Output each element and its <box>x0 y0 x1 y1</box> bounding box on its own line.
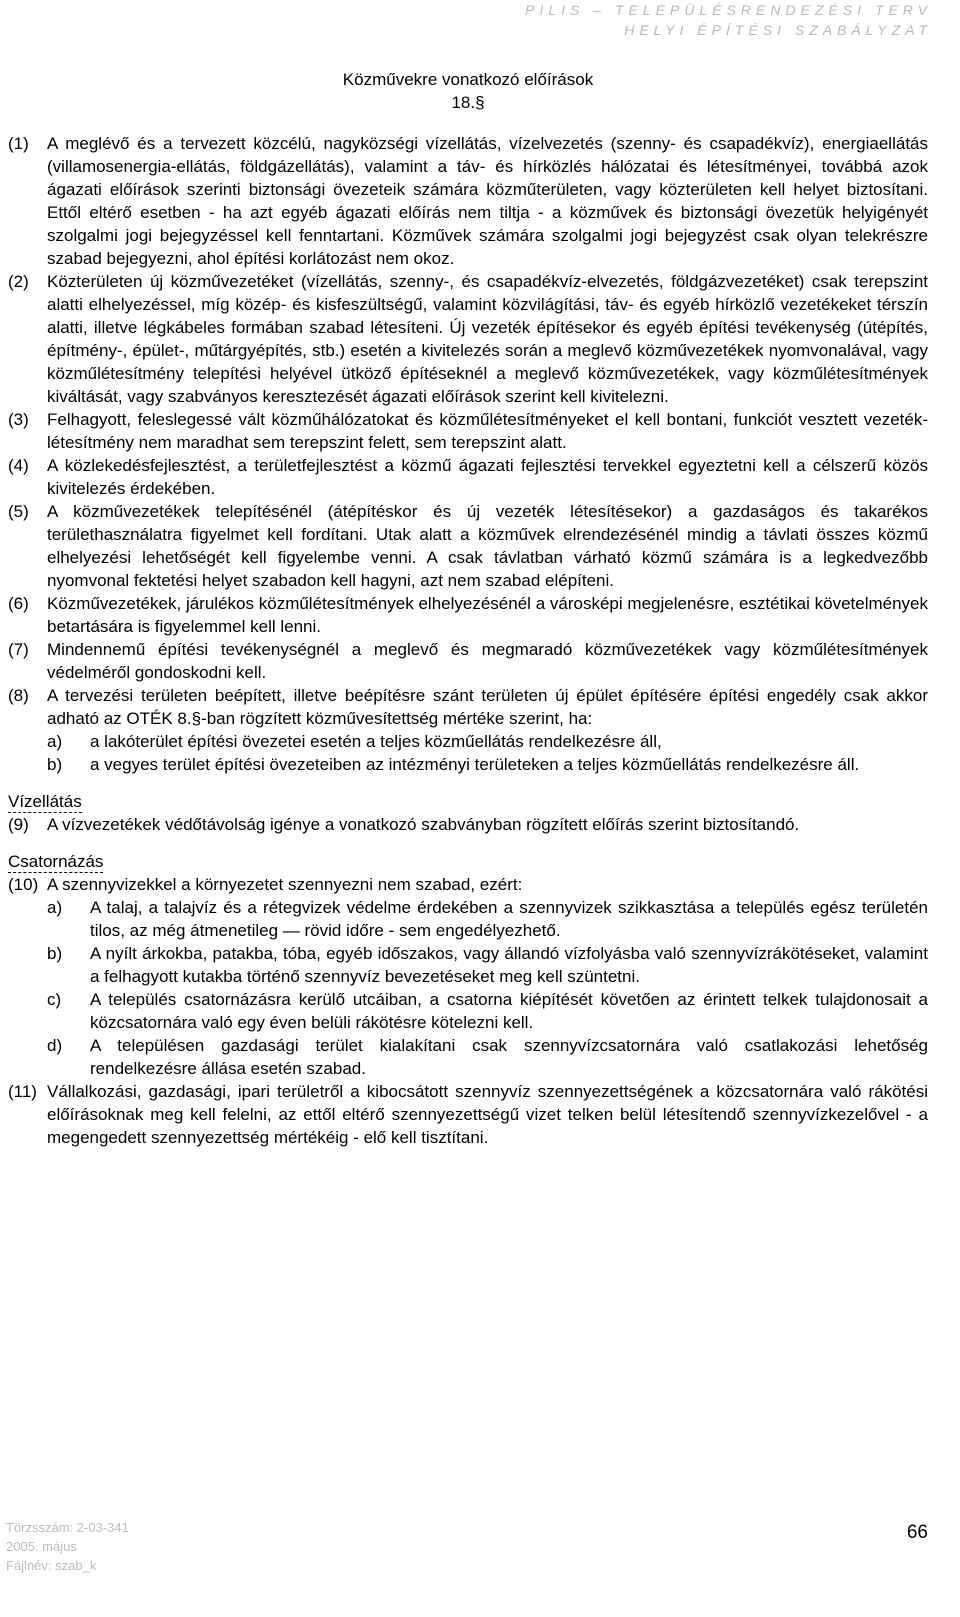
p10-item-list <box>8 896 928 1080</box>
list-item-label: a) <box>47 732 63 751</box>
page-number: 66 <box>906 1522 928 1543</box>
list-item-text: A település csatornázásra kerülő utcáiban, a csatorna kiépítését követően az érintett telkek tulajdonosait a közcsatornára való egy éven belüli rákötésre kötelezni kell. <box>90 990 928 1032</box>
paragraph-number: (3) <box>8 410 29 429</box>
paragraph <box>8 813 928 836</box>
paragraph <box>8 873 928 896</box>
paragraph-number: (1) <box>8 134 29 153</box>
vizellatas-paragraphs <box>8 813 928 836</box>
paragraph <box>8 638 928 684</box>
heading-vizellatas: Vízellátás <box>8 792 82 811</box>
paragraph-number: (9) <box>8 815 29 834</box>
paragraph <box>8 132 928 270</box>
list-item-label: c) <box>47 990 62 1009</box>
list-item <box>47 730 928 753</box>
heading-csatornazas: Csatornázás <box>8 852 104 871</box>
paragraph-number: (5) <box>8 502 29 521</box>
list-item <box>47 753 928 776</box>
paragraph-number: (10) <box>8 875 39 894</box>
footer-torzsszam: Törzsszám: 2-03-341 <box>6 1520 129 1535</box>
paragraph <box>8 408 928 454</box>
p8-item-list <box>8 730 928 776</box>
footer-fajlnev: Fájlnév: szab_k <box>6 1558 97 1573</box>
paragraph <box>8 454 928 500</box>
list-item-text: A nyílt árkokba, patakba, tóba, egyéb időszakos, vagy állandó vízfolyásba való szennyvízrákötéseket, valamint a felhagyott kutakba történő szennyvíz bevezetéseket meg kell szüntetni. <box>90 944 928 986</box>
list-item-text: A talaj, a talajvíz és a rétegvizek védelme érdekében a szennyvizek szikkasztása a település egész területén tilos, az még átmenetileg — rövid időre - sem engedélyezhető. <box>90 898 928 940</box>
document-header <box>525 0 932 40</box>
document-footer <box>6 1518 129 1575</box>
paragraph <box>8 592 928 638</box>
paragraph-text: A közművezetékek telepítésénél (átépítéskor és új vezeték létesítésekor) a gazdaságos és takarékos területhasználatra figyelmet kell fordítani. Utak alatt a közművek elrendezésénél mindig a távlati összes közmű elhelyezési lehetőségét kell figyelembe venni. A csak távlatban várható közmű számára is a legkedvezőbb nyomvonal fektetési helyet szabadon kell hagyni, azt nem szabad elépíteni. <box>47 502 928 590</box>
list-item <box>47 1034 928 1080</box>
list-item-label: b) <box>47 944 63 963</box>
section-title: Közművekre vonatkozó előírások <box>342 70 594 89</box>
header-line-1: PILIS – TELEPÜLÉSRENDEZÉSI TERV <box>525 2 932 18</box>
paragraph-number: (7) <box>8 640 29 659</box>
paragraph-text: A vízvezetékek védőtávolság igénye a vonatkozó szabványban rögzített előírás szerint biztosítandó. <box>47 815 800 834</box>
paragraph-number: (8) <box>8 686 29 705</box>
paragraph-number: (4) <box>8 456 29 475</box>
list-item-text: a lakóterület építési övezetei esetén a teljes közműellátás rendelkezésre áll, <box>90 732 662 751</box>
list-item <box>47 896 928 942</box>
paragraph-number: (6) <box>8 594 29 613</box>
footer-date: 2005. május <box>6 1539 77 1554</box>
paragraph-text: Közterületen új közművezetéket (vízellátás, szenny-, és csapadékvíz-elvezetés, földgázvezetéket) csak terepszint alatti elhelyezéssel, míg közép- és kisfeszültségű, valamint közvilágítási, táv- és egyéb hírközlő vezetékeket térszín alatti, illetve légkábeles formában szabad létesíteni. Új vezeték építésekor és egyéb építési tevékenység (útépítés, építmény-, épület-, műtárgyépítés, stb.) esetén a kivitelezés során a meglevő közművezetékek nyomvonalával, vagy közműlétesítmény telepítési helyével ütköző építéseknél a meglevő közművezetékek, vagy közműlétesítmények kiváltását, vagy szabványos keresztezését ágazati előírások szerint kell kivitelezni. <box>47 272 928 406</box>
header-line-2: HELYI ÉPÍTÉSI SZABÁLYZAT <box>624 22 932 38</box>
list-item-text: a vegyes terület építési övezeteiben az intézményi területeken a teljes közműellátás rendelkezésre áll. <box>90 755 860 774</box>
paragraph <box>8 270 928 408</box>
paragraph-number: (11) <box>8 1082 37 1101</box>
paragraph-text: Mindennemű építési tevékenységnél a meglevő és megmaradó közművezetékek vagy közműlétesítmények védelméről gondoskodni kell. <box>47 640 928 682</box>
paragraph <box>8 500 928 592</box>
list-item <box>47 988 928 1034</box>
paragraph-list <box>8 132 928 730</box>
paragraph-text: Közművezetékek, járulékos közműlétesítmények elhelyezésénél a városképi megjelenésre, esztétikai követelmények betartására is figyelemmel kell lenni. <box>47 594 928 636</box>
paragraph-text: A tervezési területen beépített, illetve beépítésre szánt területen új épület építésére építési engedély csak akkor adható az OTÉK 8.§-ban rögzített közművesítettség mértéke szerint, ha: <box>47 686 928 728</box>
paragraph-text: A közlekedésfejlesztést, a területfejlesztést a közmű ágazati fejlesztési tervekkel egyeztetni kell a célszerű közös kivitelezés érdekében. <box>47 456 928 498</box>
document-body <box>8 68 928 1149</box>
paragraph <box>8 684 928 730</box>
paragraph <box>8 1080 928 1149</box>
list-item-label: b) <box>47 755 63 774</box>
list-item-text: A településen gazdasági terület kialakítani csak szennyvízcsatornára való csatlakozási lehetőség rendelkezésre állása esetén szabad. <box>90 1036 928 1078</box>
section-number: 18.§ <box>451 93 485 112</box>
paragraph-text: A szennyvizekkel a környezetet szennyezni nem szabad, ezért: <box>47 875 523 894</box>
list-item-label: d) <box>47 1036 63 1055</box>
list-item <box>47 942 928 988</box>
paragraph-text: Vállalkozási, gazdasági, ipari területről a kibocsátott szennyvíz szennyezettségének a közcsatornára való rákötési előírásoknak meg kell felelni, az ettől eltérő szennyezettségű vizet telken belül létesítendő szennyvízkezelővel - a megengedett szennyezettség mértékéig - elő kell tisztítani. <box>47 1082 928 1147</box>
paragraph-number: (2) <box>8 272 29 291</box>
paragraph-text: A meglévő és a tervezett közcélú, nagyközségi vízellátás, vízelvezetés (szenny- és csapadékvíz), energiaellátás (villamosenergia-ellátás, földgázellátás), valamint a táv- és hírközlés hálózatai és létesítményei, továbbá azok ágazati előírások szerinti biztonsági övezeteik számára közműterületen, vagy közterületen kell helyet biztosítani. Ettől eltérő esetben - ha azt egyéb ágazati előírás nem tiltja - a közművek és biztonsági övezetük helyigényét szolgalmi jogi bejegyzéssel kell fenntartani. Közművek számára szolgalmi jogi bejegyzést csak olyan telekrészre szabad bejegyezni, ahol építési korlátozást nem okoz. <box>47 134 928 268</box>
paragraph-text: Felhagyott, feleslegessé vált közműhálózatokat és közműlétesítményeket el kell bontani, funkciót vesztett vezeték-létesítmény nem maradhat sem terepszint felett, sem terepszint alatt. <box>47 410 928 452</box>
list-item-label: a) <box>47 898 63 917</box>
